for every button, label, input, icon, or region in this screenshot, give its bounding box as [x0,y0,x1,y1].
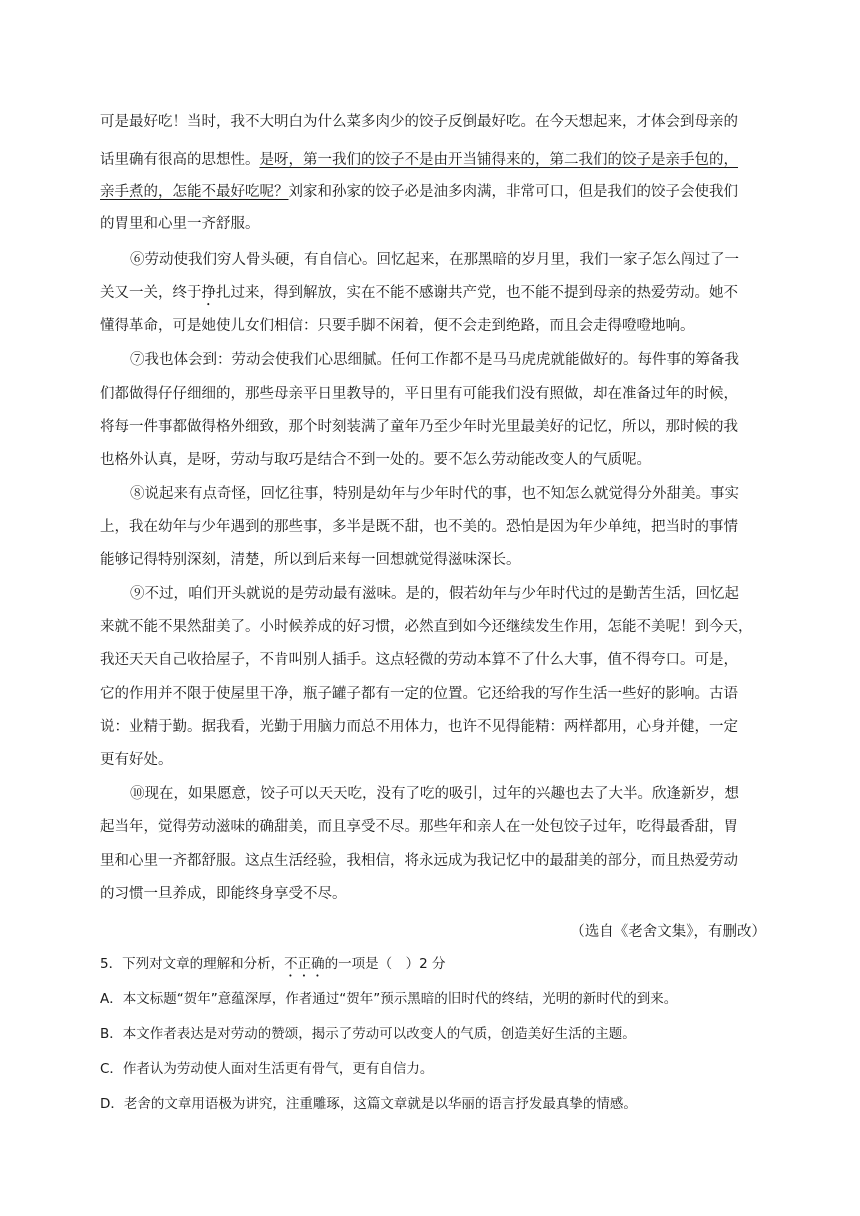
p10-line-2: 起当年，觉得劳动滋味的确甜美，而且享受不尽。那些年和亲人在一处包饺子过年，吃得最香甜，胃 [100,819,738,835]
p7-line-3: 将每一件事都做得格外细致，那个时刻装满了童年乃至少年时光里最美好的记忆，所以，那时候的我 [100,419,738,435]
p9-line-5: 说：业精于勤。据我看，光勤于用脑力而总不用体力，也许不见得能精：两样都用，心身并健，一定 [100,719,738,735]
option-b: B．本文作者表达是对劳动的赞颂，揭示了劳动可以改变人的气质，创造美好生活的主题。 [100,1026,636,1042]
p7-line-1: ⑦我也体会到：劳动会使我们心思细腻。任何工作都不是马马虎虎就能做好的。每件事的筹备我 [130,352,739,368]
p7-line-4: 也格外认真，是呀，劳动与取巧是结合不到一处的。要不怎么劳动能改变人的气质呢。 [100,452,651,468]
question-stem-text: 5．下列对文章的理解和分析， [100,956,285,972]
p5-underlined-text: 亲手煮的，怎能不最好吃呢？ [100,184,289,200]
p9-line-1: ⑨不过，咱们开头就说的是劳动最有滋味。是的，假若幼年与少年时代过的是勤苦生活，回忆起 [130,586,739,602]
question-stem [100,954,445,980]
option-d: D．老舍的文章用语极为讲究，注重雕琢，这篇文章就是以华丽的语言抒发最真挚的情感。 [100,1096,637,1112]
p6-line-1: ⑥劳动使我们穷人骨头硬，有自信心。回忆起来，在那黑暗的岁月里，我们一家子怎么闯过了一 [130,252,739,268]
p6-text: 扎过来，得到解放，实在不能不感谢共产党，也不能不提到母亲的热爱劳动。她不 [216,285,738,301]
p10-line-3: 里和心里一齐都舒服。这点生活经验，我相信，将永远成为我记忆中的最甜美的部分，而且热爱劳动 [100,853,738,869]
p5-text: 话里确有很高的思想性。 [100,152,260,168]
p7-line-2: 们都做得仔仔细细的，那些母亲平日里教导的，平日里有可能我们没有照做，却在准备过年的时候， [100,386,738,402]
p6-line-2 [100,283,738,309]
p6-line-3: 懂得革命，可是她使儿女们相信：只要手脚不闲着，便不会走到绝路，而且会走得噔噔地响。 [100,318,695,334]
p8-line-3: 能够记得特别深刻，清楚，所以到后来每一回想就觉得滋味深长。 [100,552,521,568]
p6-dotted-char: 挣 [201,285,216,301]
option-c: C．作者认为劳动使人面对生活更有骨气，更有自信力。 [100,1061,434,1077]
question-emphasis: 不正确 [284,956,325,972]
p5-line-4: 的胃里和心里一齐舒服。 [100,216,260,232]
p9-line-4: 它的作用并不限于使屋里干净，瓶子罐子都有一定的位置。它还给我的写作生活一些好的影响。古语 [100,686,738,702]
p5-text: 刘家和孙家的饺子必是油多肉满，非常可口，但是我们的饺子会使我们 [288,184,738,200]
p6-text: 关又一关，终于 [100,285,202,301]
question-stem-text: 的一项是（ ）2 分 [324,956,446,972]
p10-line-1: ⑩现在，如果愿意，饺子可以天天吃，没有了吃的吸引，过年的兴趣也去了大半。欣逢新岁，想 [130,786,739,802]
p5-line-1: 可是最好吃！当时，我不大明白为什么菜多肉少的饺子反倒最好吃。在今天想起来，才体会到母亲的 [100,114,738,130]
p9-line-3: 我还天天自己收拾屋子，不肯叫别人插手。这点轻微的劳动本算不了什么大事，值不得夸口。可是， [100,652,738,668]
p9-line-2: 来就不能不果然甜美了。小时候养成的好习惯，必然直到如今还继续发生作用，怎能不美呢！到今天， [100,619,753,635]
p8-line-2: 上，我在幼年与少年遇到的那些事，多半是既不甜，也不美的。恐怕是因为年少单纯，把当时的事情 [100,519,738,535]
p5-line-3 [100,182,738,202]
p5-line-2 [100,150,738,170]
p10-line-4: 的习惯一旦养成，即能终身享受不尽。 [100,886,347,902]
p8-line-1: ⑧说起来有点奇怪，回忆往事，特别是幼年与少年时代的事，也不知怎么就觉得分外甜美。事实 [130,486,739,502]
option-a: A．本文标题“贺年”意蕴深厚，作者通过“贺年”预示黑暗的旧时代的终结，光明的新时代的到来。 [100,991,678,1007]
p9-line-6: 更有好处。 [100,752,173,768]
p5-underlined-text: 是呀，第一我们的饺子不是由开当铺得来的，第二我们的饺子是亲手包的， [259,152,738,168]
source-citation: （选自《老舍文集》，有删改） [570,924,766,940]
